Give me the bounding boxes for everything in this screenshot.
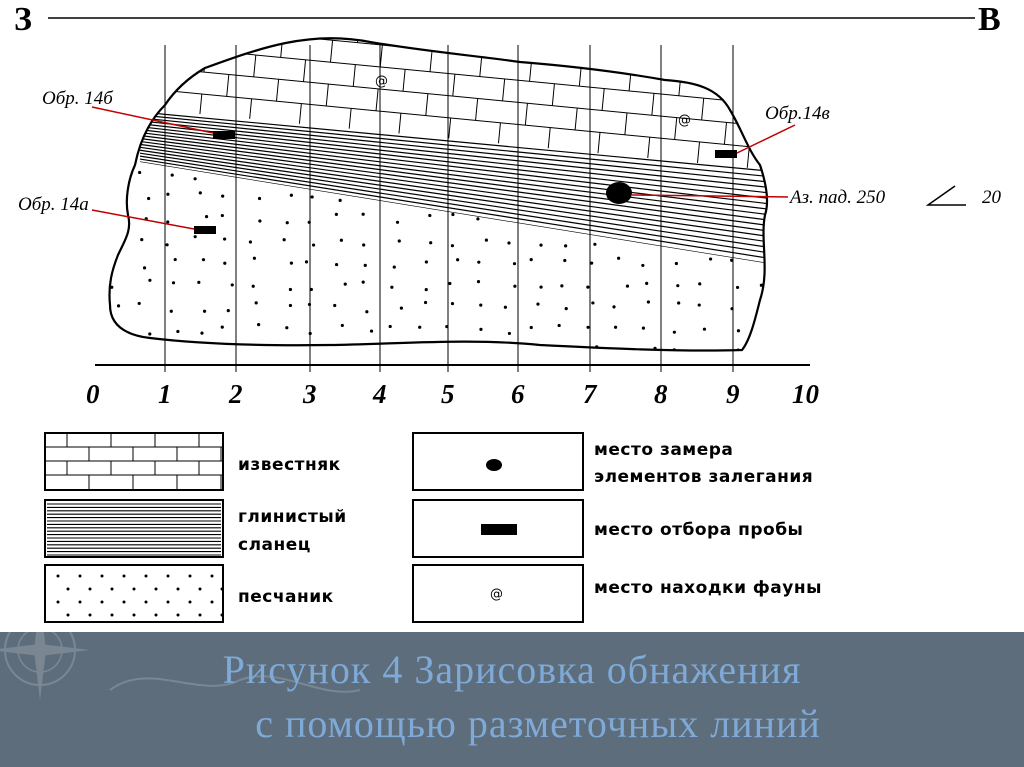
- scale-tick-labels: [86, 379, 820, 409]
- scale-tick-0: 0: [86, 379, 100, 409]
- legend-limestone-label: известняк: [238, 455, 341, 475]
- label-sample-14b: Обр. 14б: [42, 88, 113, 109]
- legend-fauna-label: место находки фауны: [594, 578, 822, 598]
- caption-line-2: с помощью разметочных линий: [255, 701, 821, 746]
- scale-tick-8: 8: [654, 379, 668, 409]
- legend-measurement-label-2: элементов залегания: [594, 467, 814, 487]
- label-azimuth: Аз. пад. 250: [790, 187, 886, 208]
- legend-sample-bar: [481, 524, 517, 535]
- measurement-marker: [606, 182, 632, 204]
- scale-tick-10: 10: [792, 379, 819, 409]
- scale-tick-2: 2: [229, 379, 243, 409]
- caption-line-1: Рисунок 4 Зарисовка обнажения: [222, 647, 802, 692]
- legend-fauna-symbol: @: [490, 587, 503, 602]
- scale-tick-9: 9: [726, 379, 740, 409]
- scale-tick-7: 7: [583, 379, 597, 409]
- legend-sandstone-swatch: [45, 565, 223, 622]
- scale-tick-4: 4: [373, 379, 387, 409]
- scale-tick-3: 3: [303, 379, 317, 409]
- legend-sample-label: место отбора пробы: [594, 520, 804, 540]
- legend-measurement-label-1: место замера: [594, 440, 734, 460]
- legend-measurement: [413, 433, 813, 490]
- compass-west-label: З: [14, 1, 32, 38]
- fauna-marker-2: @: [678, 113, 691, 128]
- sample-marker-14v: [715, 150, 737, 158]
- label-sample-14v: Обр.14в: [765, 103, 830, 124]
- legend-limestone: [45, 433, 341, 490]
- legend-fauna-site: [413, 565, 822, 622]
- sample-marker-14a: [194, 226, 216, 234]
- legend-measurement-dot: [486, 459, 502, 471]
- sample-marker-14b: [213, 131, 235, 139]
- caption-banner: [0, 600, 1024, 767]
- legend-shale-label-1: глинистый: [238, 507, 347, 527]
- legend-shale-label-2: сланец: [238, 535, 311, 555]
- label-sample-14a: Обр. 14а: [18, 194, 89, 215]
- scale-tick-5: 5: [441, 379, 455, 409]
- angle-symbol: [928, 186, 966, 205]
- label-dip-angle: 20: [982, 187, 1001, 208]
- scale-tick-1: 1: [158, 379, 172, 409]
- scale-tick-6: 6: [511, 379, 525, 409]
- legend-shale: [45, 500, 347, 557]
- fauna-marker-1: @: [375, 74, 388, 89]
- legend-sandstone-label: песчаник: [238, 587, 334, 607]
- compass-east-label: В: [978, 1, 1001, 38]
- legend-sample-site: [413, 500, 803, 557]
- legend-sandstone: [45, 565, 334, 622]
